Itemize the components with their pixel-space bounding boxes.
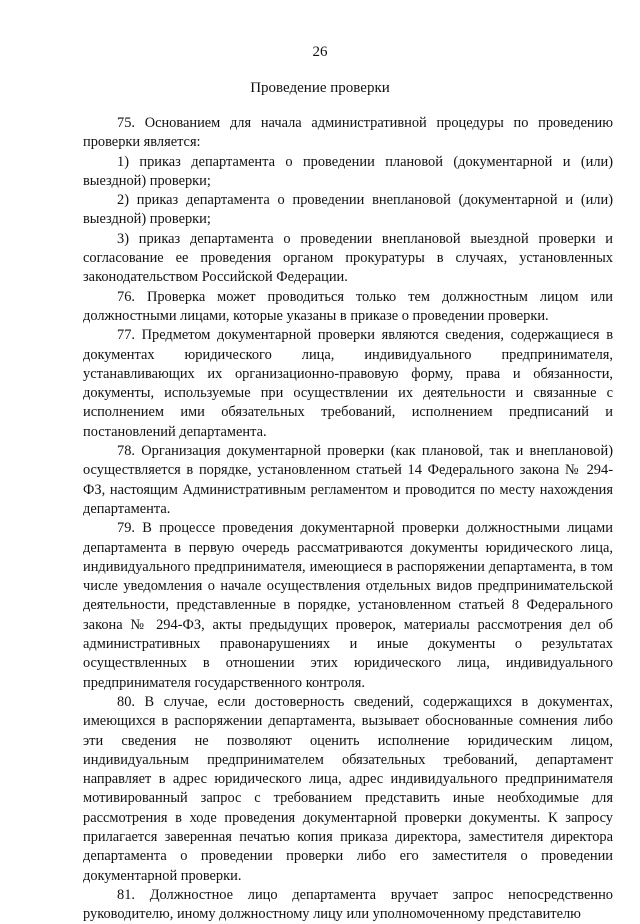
paragraph-75-item-3: 3) приказ департамента о проведении внеплановой выездной проверки и согласование ее проведения органом прокуратуры в случаях, установленных законодательством Российской Федерации. xyxy=(83,230,613,286)
paragraph-79: 79. В процессе проведения документарной проверки должностными лицами департамента в первую очередь рассматриваются документы юридического лица, индивидуального предпринимателя, имеющиеся в распоряжении департамента, в том числе уведомления о начале осуществления отдельных видов предпринимательской деятельности, представленные в порядке, установленном статьей 8 Федерального закона № 294-ФЗ, акты предыдущих проверок, материалы рассмотрения дел об административных правонарушениях и иные документы о результатах осуществленных в отношении этих юридического лица, индивидуального предпринимателя государственного контроля. xyxy=(83,520,613,691)
paragraph-76: 76. Проверка может проводиться только тем должностным лицом или должностными лицами, которые указаны в приказе о проведении проверки. xyxy=(83,288,613,324)
paragraph-81: 81. Должностное лицо департамента вручает запрос непосредственно руководителю, иному должностному лицу или уполномоченному представителю xyxy=(83,886,613,923)
paragraph-75-item-2: 2) приказ департамента о проведении внеплановой (документарной и (или) выездной) проверки; xyxy=(83,192,613,228)
section-heading: Проведение проверки xyxy=(250,80,390,96)
page-number: 26 xyxy=(312,44,328,60)
paragraph-77: 77. Предметом документарной проверки являются сведения, содержащиеся в документах юридического лица, индивидуального предпринимателя, устанавливающих их организационно-правовую форму, права и обязанности, документы, используемые при осуществлении их деятельности и связанные с исполнением ими обязательных требований, исполнением предписаний и постановлений департамента. xyxy=(83,327,613,440)
paragraph-78: 78. Организация документарной проверки (как плановой, так и внеплановой) осуществляется в порядке, установленном статьей 14 Федерального закона № 294-ФЗ, настоящим Административным регламентом и проводится по месту нахождения департамента. xyxy=(83,443,613,517)
paragraph-80: 80. В случае, если достоверность сведений, содержащихся в документах, имеющихся в распоряжении департамента, вызывает обоснованные сомнения либо эти сведения не позволяют оценить исполнение юридическим лицом, индивидуальным предпринимателем обязательных требований, департамент направляет в адрес юридического лица, адрес индивидуального предпринимателя мотивированный запрос с требованием представить иные необходимые для рассмотрения в ходе проведения документарной проверки документы. К запросу прилагается заверенная печатью копия приказа директора, заместителя директора департамента о проведении проверки либо его заместителя о проведении документарной проверки. xyxy=(83,693,613,884)
paragraph-75: 75. Основанием для начала административной процедуры по проведению проверки является: xyxy=(83,115,613,151)
document-body xyxy=(83,114,613,924)
paragraph-75-item-1: 1) приказ департамента о проведении плановой (документарной и (или) выездной) проверки; xyxy=(83,153,613,189)
